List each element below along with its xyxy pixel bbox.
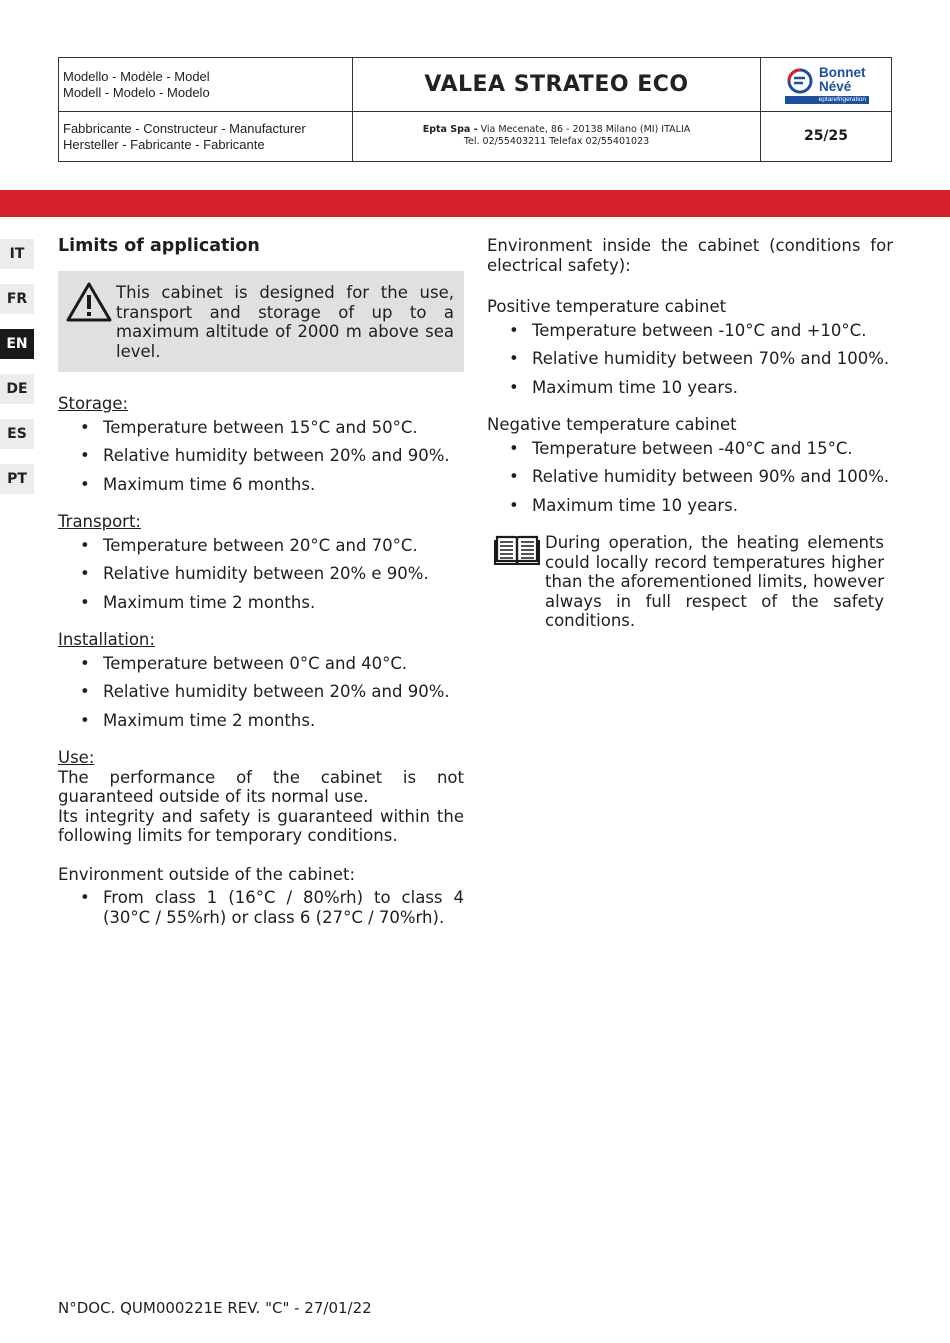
logo-swirl-icon — [785, 66, 815, 96]
list-item: • Maximum time 10 years. — [532, 378, 893, 398]
warning-text: This cabinet is designed for the use, transport and storage of up to a maximum altitude of 2000 m above sea level. — [116, 283, 454, 361]
storage-heading: Storage: — [58, 394, 129, 413]
document-header — [58, 57, 892, 162]
outside-list — [58, 888, 464, 927]
transport-list — [58, 536, 464, 613]
use-paragraph-2: Its integrity and safety is guaranteed within the following limits for temporary conditions. — [58, 806, 464, 845]
open-book-icon — [494, 533, 540, 567]
manufacturer-label-line-1: Fabbricante - Constructeur - Manufacturer — [63, 121, 306, 136]
list-item: • Relative humidity between 90% and 100%. — [532, 467, 893, 487]
document-reference: N°DOC. QUM000221E REV. "C" - 27/01/22 — [58, 1299, 372, 1317]
list-item: • Temperature between 15°C and 50°C. — [103, 418, 464, 438]
bonnet-neve-logo — [785, 66, 869, 104]
lang-tab-de[interactable]: DE — [0, 374, 34, 404]
page-number-cell — [761, 112, 891, 161]
outside-heading: Environment outside of the cabinet: — [58, 864, 356, 884]
storage-list — [58, 418, 464, 495]
manufacturer-label-line-2: Hersteller - Fabricante - Fabricante — [63, 137, 265, 152]
lang-tab-fr[interactable]: FR — [0, 284, 34, 314]
note-text: During operation, the heating elements could locally record temperatures higher than the aforementioned limits, however always in full respect of the safety conditions. — [545, 533, 884, 630]
product-title-cell — [353, 58, 761, 112]
product-title: VALEA STRATEO ECO — [424, 72, 689, 97]
logo-word-1: Bonnet — [819, 65, 866, 80]
negative-list — [487, 439, 893, 516]
positive-list — [487, 321, 893, 398]
company-name: Epta Spa - — [422, 124, 478, 135]
list-item: • Maximum time 10 years. — [532, 496, 893, 516]
list-item: • Relative humidity between 70% and 100%. — [532, 349, 893, 369]
manufacturer-address-cell — [353, 112, 761, 161]
list-item: • Temperature between -10°C and +10°C. — [532, 321, 893, 341]
company-address: Via Mecenate, 86 - 20138 Milano (MI) ITALIA — [477, 124, 691, 135]
installation-list — [58, 654, 464, 731]
model-label-cell — [59, 58, 353, 112]
lang-tab-pt[interactable]: PT — [0, 464, 34, 494]
left-column — [58, 236, 464, 945]
list-item: • Relative humidity between 20% and 90%. — [103, 446, 464, 466]
list-item: • Temperature between -40°C and 15°C. — [532, 439, 893, 459]
warning-triangle-icon — [66, 281, 112, 323]
use-paragraph-1: The performance of the cabinet is not guaranteed outside of its normal use. — [58, 767, 464, 806]
list-item: • Maximum time 2 months. — [103, 593, 464, 613]
list-item: • Maximum time 2 months. — [103, 711, 464, 731]
page-number: 25/25 — [803, 128, 849, 144]
logo-word-2: Névé — [819, 79, 852, 94]
logo-tagline: eptarefrigeration — [785, 96, 869, 104]
red-header-band — [0, 190, 950, 217]
lang-tab-en[interactable]: EN — [0, 329, 34, 359]
section-title: Limits of application — [58, 236, 260, 256]
model-label-line-2: Modell - Modelo - Modelo — [63, 85, 210, 100]
transport-heading: Transport: — [58, 512, 141, 531]
company-contacts: Tel. 02/55403211 Telefax 02/55401023 — [463, 136, 650, 147]
model-label-line-1: Modello - Modèle - Model — [63, 69, 210, 84]
logo-cell — [761, 58, 891, 112]
list-item: • Temperature between 20°C and 70°C. — [103, 536, 464, 556]
manufacturer-label-cell — [59, 112, 353, 161]
use-heading: Use: — [58, 748, 95, 767]
negative-heading: Negative temperature cabinet — [487, 415, 737, 434]
right-column — [487, 236, 893, 631]
list-item: • Relative humidity between 20% and 90%. — [103, 682, 464, 702]
list-item: • Relative humidity between 20% e 90%. — [103, 564, 464, 584]
language-tabs — [0, 239, 34, 509]
list-item: • From class 1 (16°C / 80%rh) to class 4 (30°C / 55%rh) or class 6 (27°C / 70%rh). — [103, 888, 464, 927]
installation-heading: Installation: — [58, 630, 155, 649]
note-box — [487, 533, 893, 631]
lang-tab-es[interactable]: ES — [0, 419, 34, 449]
inside-heading: Environment inside the cabinet (conditions for electrical safety): — [487, 236, 893, 275]
list-item: • Temperature between 0°C and 40°C. — [103, 654, 464, 674]
lang-tab-it[interactable]: IT — [0, 239, 34, 269]
positive-heading: Positive temperature cabinet — [487, 297, 727, 316]
warning-box — [58, 271, 464, 372]
list-item: • Maximum time 6 months. — [103, 475, 464, 495]
